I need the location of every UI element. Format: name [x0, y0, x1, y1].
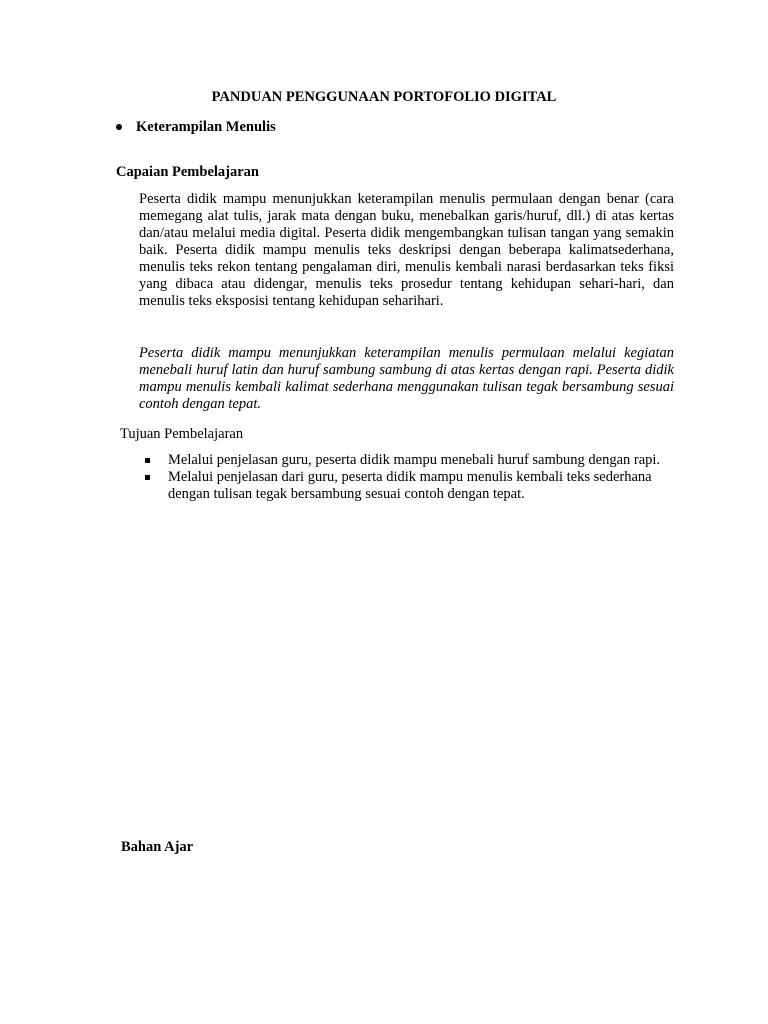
tujuan-heading: Tujuan Pembelajaran	[120, 426, 244, 442]
section-bullet-label: Keterampilan Menulis	[136, 119, 276, 135]
square-bullet-icon	[145, 458, 150, 463]
document-title: PANDUAN PENGGUNAAN PORTOFOLIO DIGITAL	[211, 89, 557, 105]
capaian-paragraph: Peserta didik mampu menunjukkan keterampilan menulis permulaan dengan benar (cara memegang alat tulis, jarak mata dengan buku, menebalkan garis/huruf, dll.) di atas kertas dan/atau melalui media digital. Peserta didik mengembangkan tulisan tangan yang semakin baik. Peserta didik mampu menulis teks deskripsi dengan beberapa kalimatsederhana, menulis teks rekon tentang pengalaman diri, menulis kembali narasi berdasarkan teks fiksi yang dibaca atau didengar, menulis teks prosedur tentang kehidupan sehari-hari, dan menulis teks eksposisi tentang kehidupan seharihari.	[139, 191, 674, 309]
tujuan-list	[145, 452, 670, 503]
capaian-italic-paragraph: Peserta didik mampu menunjukkan keterampilan menulis permulaan melalui kegiatan menebali huruf latin dan huruf sambung sambung di atas kertas dengan rapi. Peserta didik mampu menulis kembali kalimat sederhana menggunakan tulisan tegak bersambung sesuai contoh dengan tepat.	[139, 345, 674, 412]
capaian-heading: Capaian Pembelajaran	[116, 164, 259, 180]
list-item-text: Melalui penjelasan dari guru, peserta didik mampu menulis kembali teks sederhana dengan tulisan tegak bersambung sesuai contoh dengan tepat.	[168, 469, 652, 502]
section-bullet-keterampilan-menulis	[116, 118, 276, 136]
list-item	[145, 452, 670, 469]
bahan-ajar-heading: Bahan Ajar	[121, 839, 194, 855]
list-item-text: Melalui penjelasan guru, peserta didik mampu menebali huruf sambung dengan rapi.	[168, 452, 661, 468]
square-bullet-icon	[145, 475, 150, 480]
list-item	[145, 469, 670, 503]
bullet-dot-icon	[116, 124, 122, 130]
